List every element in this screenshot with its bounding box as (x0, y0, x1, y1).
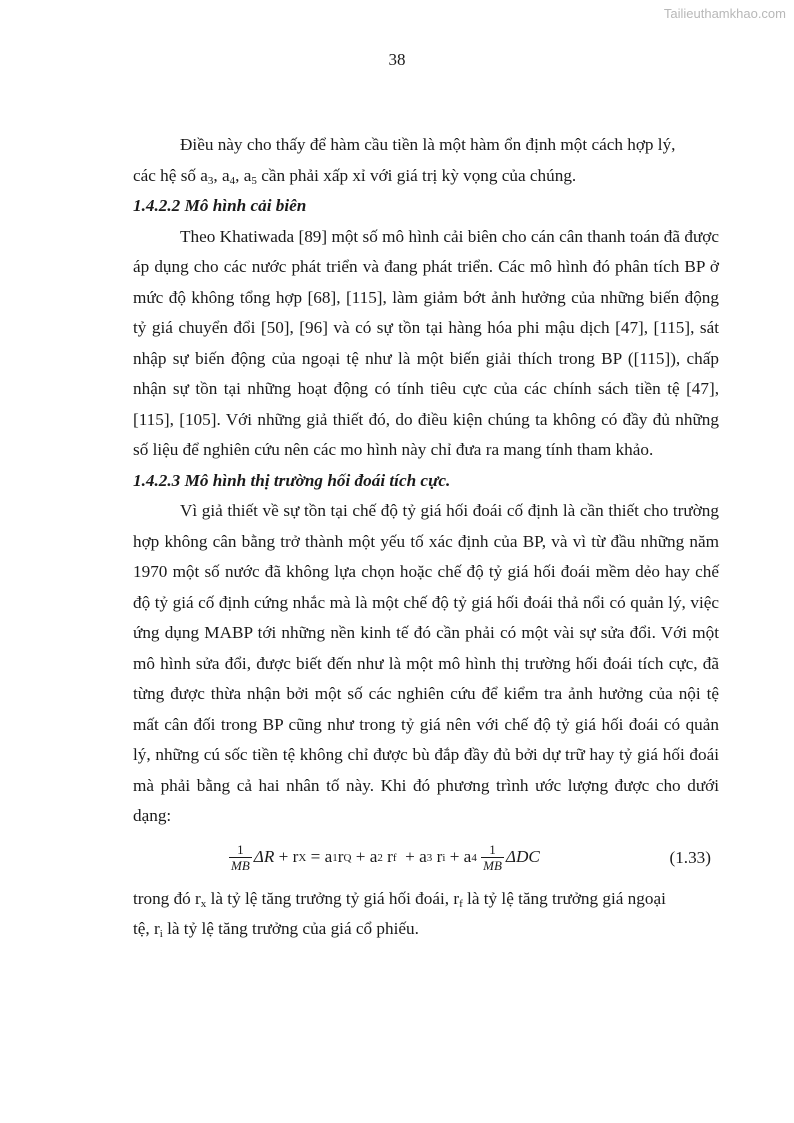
section-heading-1-4-2-3: 1.4.2.3 Mô hình thị trường hối đoái tích cực. (133, 470, 451, 490)
section-heading-1-4-2-2: 1.4.2.2 Mô hình cải biên (133, 196, 307, 215)
paragraph-2: Theo Khatiwada [89] một số mô hình cải biên cho cán cân thanh toán đã được áp dụng cho các nước phát triển và đang phát triển. Các mô hình đó phân tích BP ở mức độ không tổng hợp [68], [115], làm giảm bớt ảnh hưởng của những biến động tỷ giá chuyển đổi [50], [96] và có sự tồn tại hàng hóa phi mậu dịch [47], [115], sát nhập sự biến động của ngoại tệ như là một biến giải thích trong BP ([115]), chấp nhận sự tồn tại những hoạt động có tính tiêu cực của các chính sách tiền tệ [47], [115], [105]. Với những giả thiết đó, do điều kiện chúng ta không có đầy đủ những số liệu để nghiên cứu nên các mo hình này chỉ đưa ra mang tính tham khảo. (133, 226, 719, 459)
paragraph-4: trong đó $r_x$ là tỷ lệ tăng trưởng tỷ giá hối đoái, $r_f$ là tỷ lệ tăng trưởng giá ngoại tệ, $r_i$ là tỷ lệ tăng trưởng của giá cổ phiếu. (133, 888, 666, 940)
equation-body: $\frac{1}{MB}$ ΔR + r X = a 1 r Q + a 2 r f + a 3 r i + a 4 $\frac{1}{MB}$ ΔDC (231, 842, 540, 873)
watermark: Tailieuthamkhao.com (663, 6, 786, 21)
fraction-one-over-mb: $\frac{1}{MB}$ (231, 842, 250, 873)
paragraph-1: Điều này cho thấy để hàm cầu tiền là một hàm ổn định một cách hợp lý, các hệ số $a_3$, $a_4$, $a_5$ cần phải xấp xỉ với giá trị kỳ vọng của chúng. (133, 135, 676, 187)
page-number: 38 (388, 50, 406, 69)
equation-1-33 (133, 836, 719, 882)
paragraph-3: Vì giả thiết về sự tồn tại chế độ tỷ giá hối đoái cố định là cần thiết cho trường hợp không cân bằng trở thành một yếu tố xác định của BP, và vì từ đầu những năm 1970 một số nước đã không lựa chọn hoặc chế độ tỷ giá hối đoái mềm dẻo hay chế độ tỷ giá cố định cứng nhắc mà là một chế độ tỷ giá hối đoái thả nổi có quản lý, việc ứng dụng MABP tới những nền kinh tế đó cần phải có một vài sự sửa đổi. Với một mô hình sửa đổi, được biết đến như là một mô hình thị trường hối đoái tích cực, đã từng được thừa nhận bởi một số các nghiên cứu để kiểm tra ảnh hưởng của nội tệ mất cân đối trong BP cũng như trong tỷ giá nên với chế độ tỷ giá hối đoái có quản lý, những cú sốc tiền tệ không chỉ được bù đắp đầy đủ bởi dự trữ hay tỷ giá hối đoái mà phải bằng cả hai nhân tố này. Khi đó phương trình ước lượng được cho dưới dạng: (133, 501, 719, 825)
equation-number: (1.33) (669, 847, 711, 867)
page-content (133, 130, 719, 945)
fraction-one-over-mb-2: $\frac{1}{MB}$ (483, 842, 502, 873)
